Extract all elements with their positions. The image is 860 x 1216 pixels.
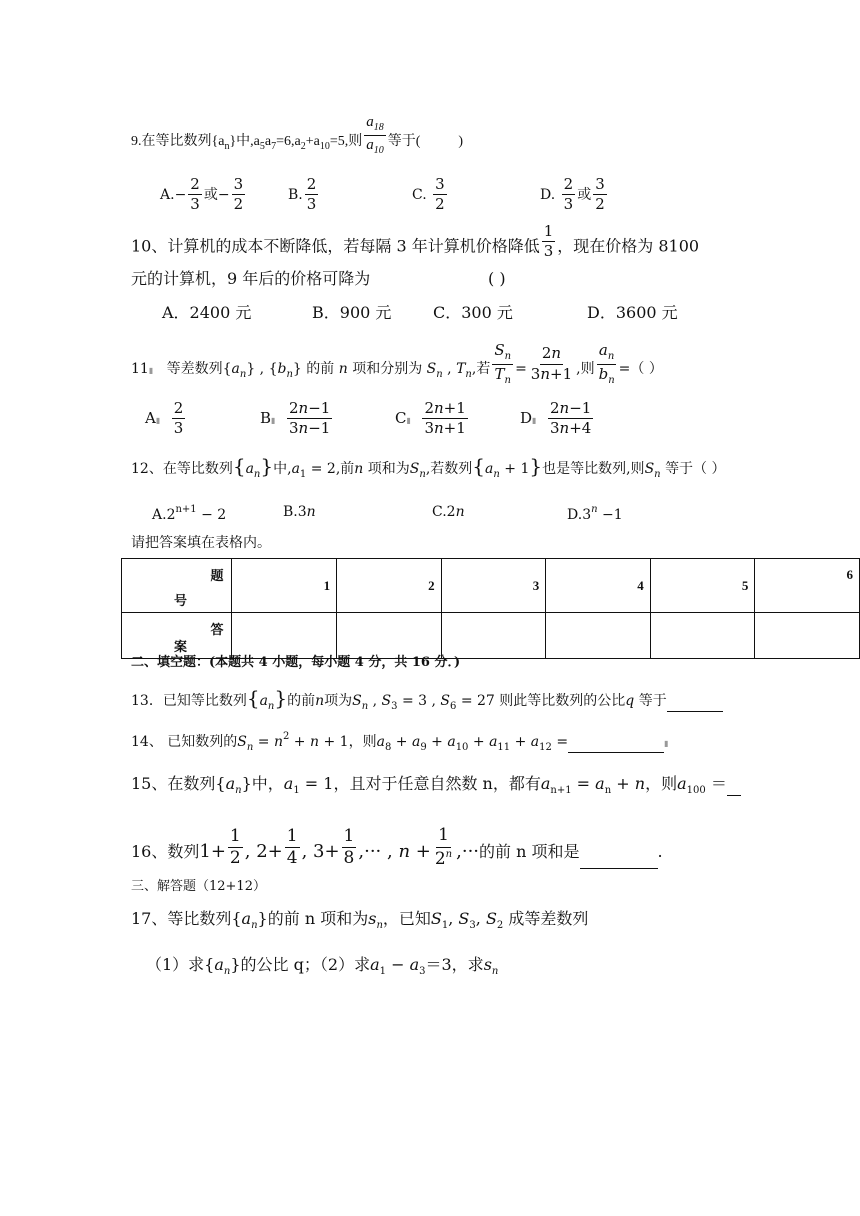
q11-stem: 11▮ 等差数列$\{a_n\}$ , $\{b_n\}$ 的前 n 项和分别为 $S_n$ , $T_n$,若 $\frac{S_n}{T_n}$ = $\frac{2n}{3n+1}$ ,则 $\frac{a_n}{b_n}$ =（ ） (131, 341, 663, 386)
table-row (122, 613, 860, 659)
question-number-cell: 6 (755, 559, 860, 613)
q11-option-b: B▮ $\frac{2n-1}{3n-1}$ (260, 399, 331, 438)
q17-parts: （1）求$\{a_n\}$的公比 q；（2）求$a_1 - a_3=3$，求$s_n$ (146, 955, 499, 977)
answer-cell[interactable] (755, 613, 860, 659)
question-number-cell: 1 (232, 559, 337, 613)
q10-paren: ( ) (488, 269, 506, 288)
answer-cell[interactable] (546, 613, 651, 659)
answer-cell[interactable] (441, 613, 546, 659)
q9-option-d: D. $\frac{2}{3}$ 或 $\frac{3}{2}$ (540, 175, 605, 214)
q12-option-c: C.2n (432, 504, 465, 520)
question-number-cell: 2 (337, 559, 442, 613)
answer-cell[interactable] (337, 613, 442, 659)
q10-option-c: C．300 元 (433, 303, 513, 322)
q12-option-b: B.3n (283, 504, 316, 520)
q16-stem: 16、数列1+ $\frac{1}{2}$ , 2+ $\frac{1}{4}$ , 3+ $\frac{1}{8}$ ,··· , n + $\frac{1}{2^n}$ ,···的前 n 项和是 . (131, 825, 663, 869)
question-number-cell: 5 (650, 559, 755, 613)
question-number-cell: 4 (546, 559, 651, 613)
instruction-text: 请把答案填在表格内。 (131, 535, 271, 551)
section3-title: 三、解答题（12+12） (131, 879, 266, 894)
q11-option-d: D▮ $\frac{2n-1}{3n+4}$ (520, 399, 592, 438)
q15-stem: 15、在数列$\{a_n\}$中，$a_1 = 1$，且对于任意自然数 n，都有$a_{n+1} = a_n + n$，则$a_{100}$ ＝ (131, 776, 741, 796)
q10-line2: 元的计算机，9 年后的价格可降为 (131, 269, 371, 288)
q12-stem: 12、在等比数列$\{a_n\}$中$,a_1 = 2$,前n 项和为$S_n$,若数列$\{a_n + 1\}$也是等比数列,则$S_n$ 等于（ ） (131, 454, 726, 480)
table-header-cell: 题 号 (122, 559, 232, 613)
q9-option-b: B. $\frac{2}{3}$ (288, 175, 317, 214)
section2-title: 二、填空题：(本题共 4 小题，每小题 4 分，共 16 分．) (131, 655, 461, 670)
q17-stem: 17、等比数列$\{a_n\}$的前 n 项和为$s_n$，已知$S_1$, $S_3$, $S_2$ 成等差数列 (131, 909, 589, 931)
q9-fraction: $\frac{a_{18}}{a_{10}}$ (366, 114, 384, 156)
q9-stem: 9.在等比数列$\{a_n\}$中$,a_5a_7=6,a_2+a_{10}=5$,则 $\frac{a_{18}}{a_{10}}$ 等于( ) (131, 114, 464, 156)
q14-stem: 14、 已知数列的$S_n = n^2 + n + 1$，则$a_8 + a_9 + a_{10} + a_{11} + a_{12}$ = ▮ (131, 731, 669, 753)
q10-option-a: A．2400 元 (162, 303, 252, 322)
q12-option-d: $D.3^n -1$ (567, 504, 623, 523)
table-header-cell: 答 案 (122, 613, 232, 659)
q13-stem: 13．已知等比数列$\{a_n\}$的前n项为$S_n$ , $S_3 = 3$ , $S_6 = 27$ 则此等比数列的公比q 等于 (131, 688, 723, 712)
q10-option-b: B．900 元 (312, 303, 392, 322)
answer-table (121, 558, 860, 659)
table-row (122, 559, 860, 613)
q11-option-c: C▮ $\frac{2n+1}{3n+1}$ (395, 399, 466, 438)
answer-cell[interactable] (650, 613, 755, 659)
q11-option-a: A▮ $\frac{2}{3}$ (145, 399, 184, 438)
answer-cell[interactable] (232, 613, 337, 659)
q10-line1: 10、计算机的成本不断降低，若每隔 3 年计算机价格降低 $\frac{1}{3}$ ，现在价格为 8100 (131, 222, 700, 261)
q9-option-c: C. $\frac{3}{2}$ (412, 175, 445, 214)
question-number-cell: 3 (441, 559, 546, 613)
q10-option-d: D．3600 元 (587, 303, 678, 322)
q12-option-a: $A.2^{n+1} - 2$ (152, 504, 227, 523)
q9-option-a: A.− $\frac{2}{3}$ 或− $\frac{3}{2}$ (160, 175, 244, 214)
